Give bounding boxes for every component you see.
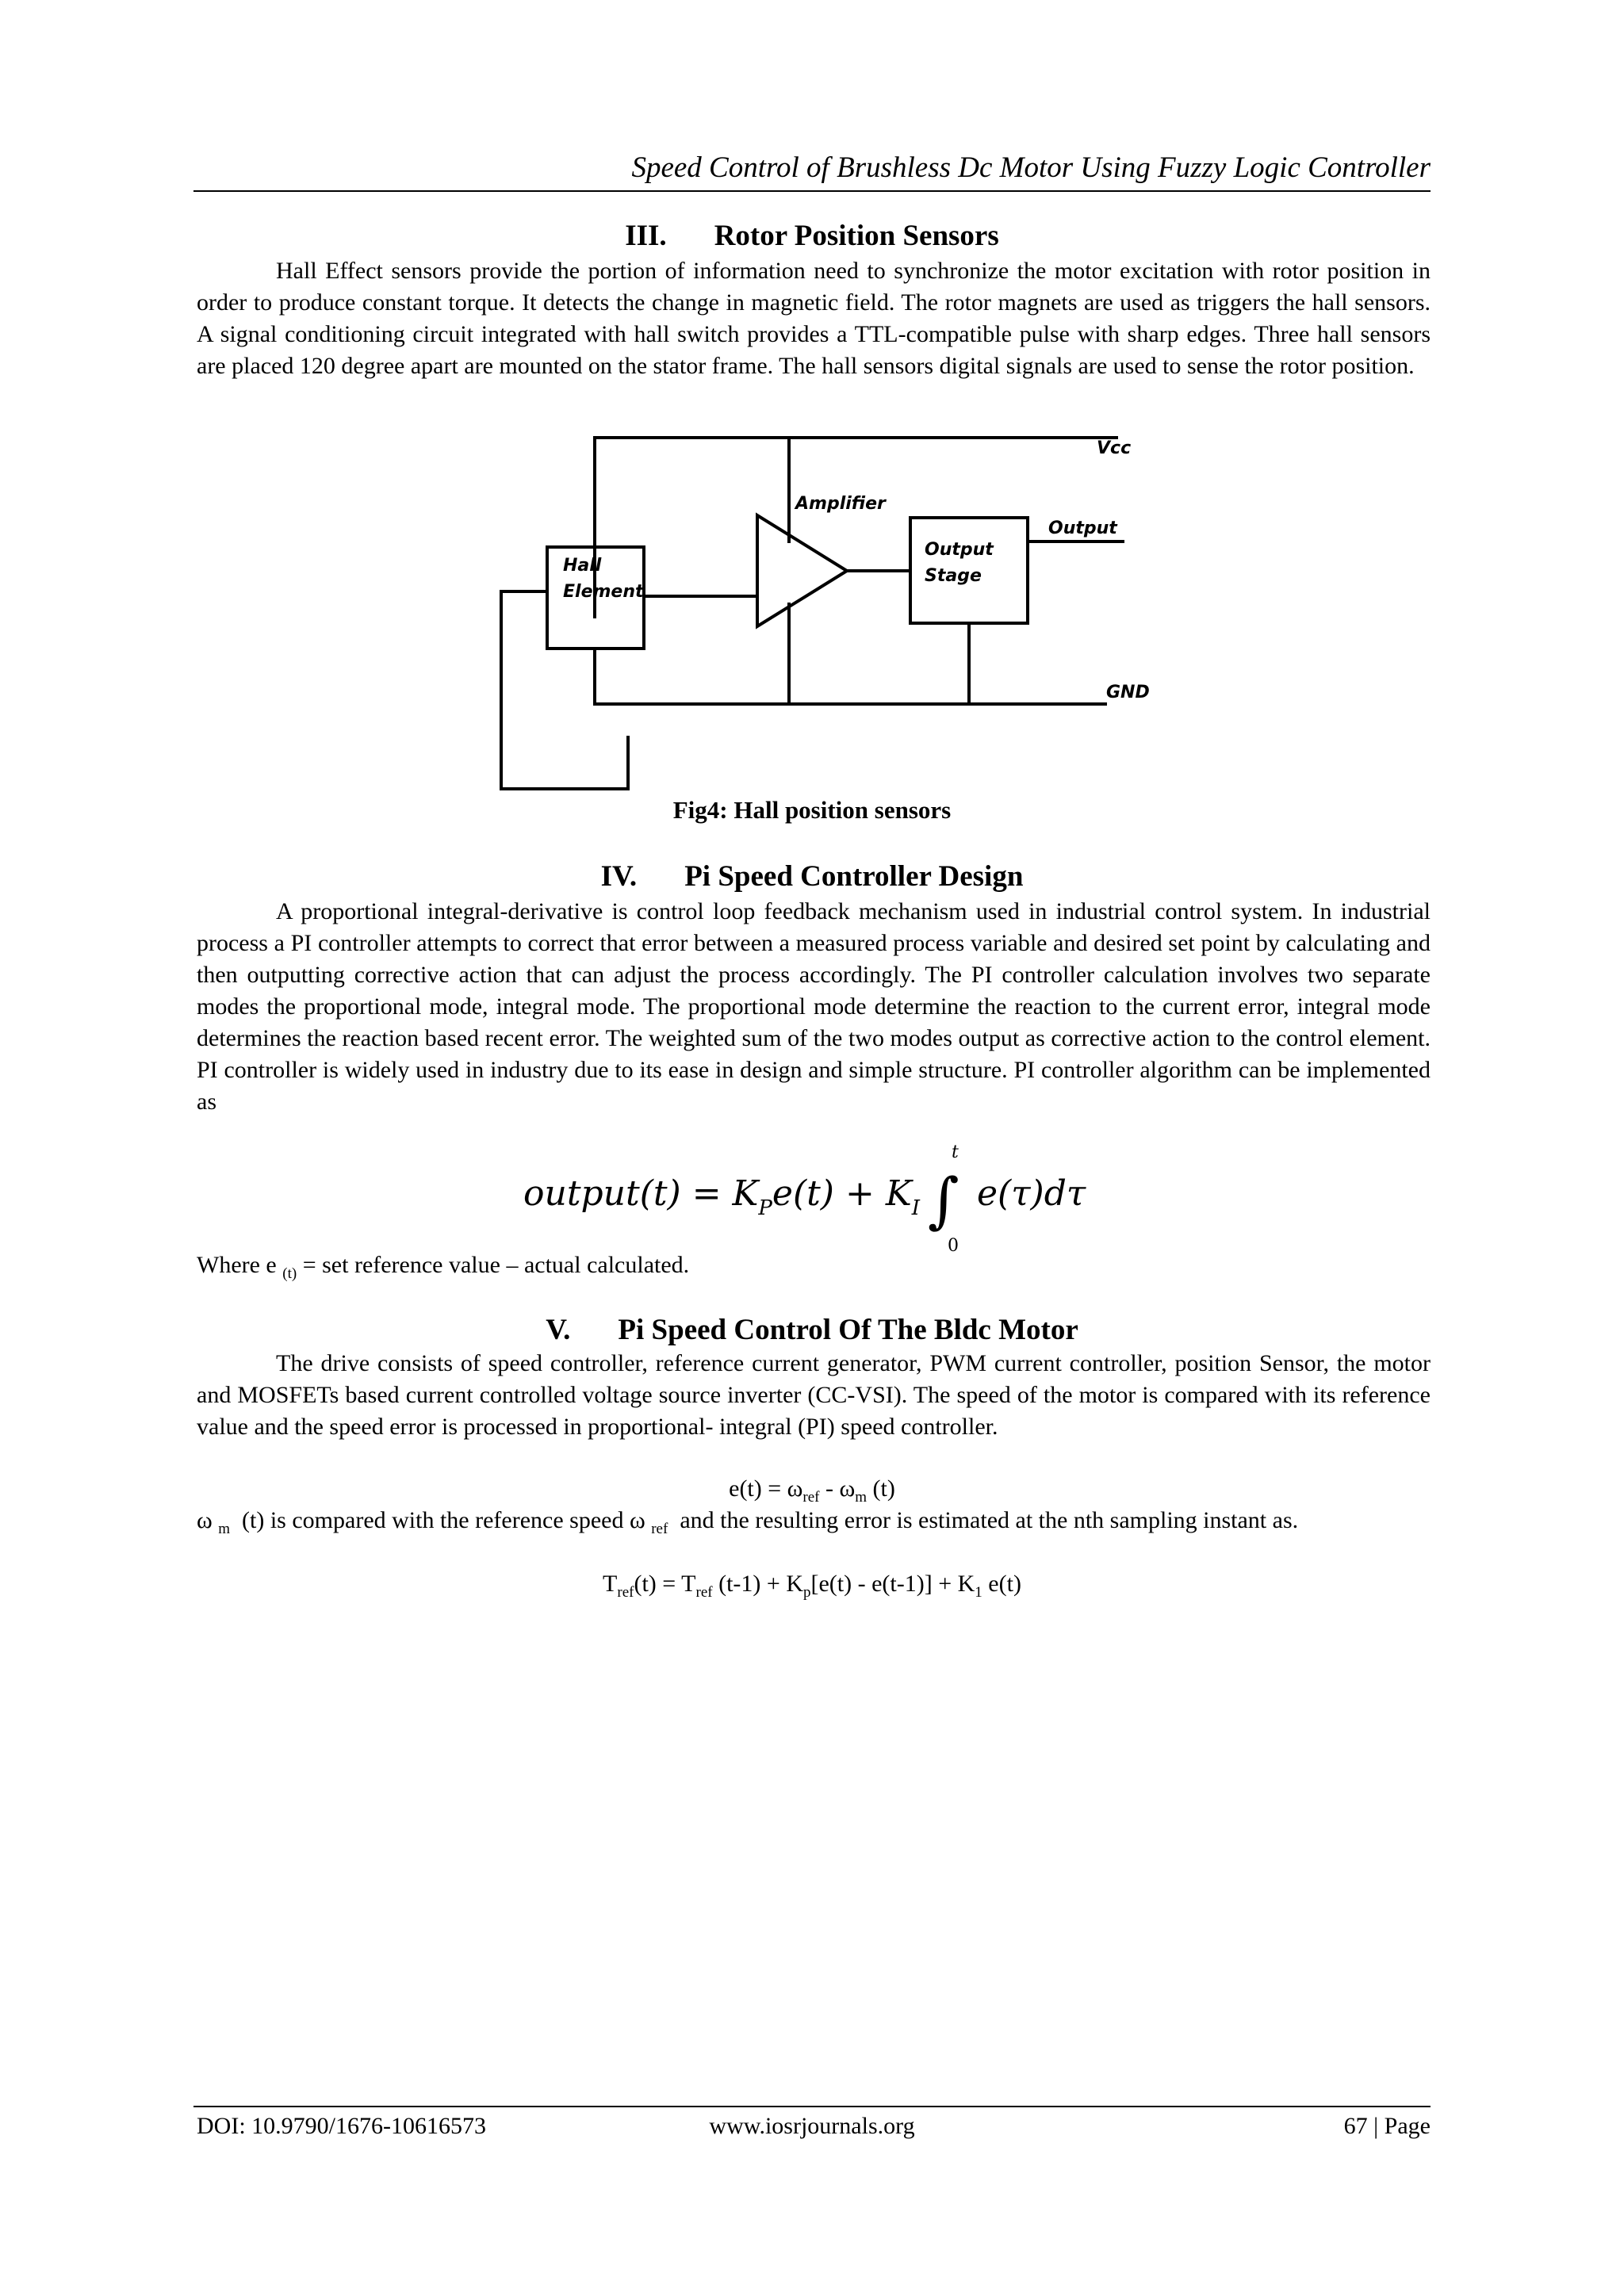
- amplifier-label: Amplifier: [795, 494, 886, 514]
- paragraph-rotor-sensors: Hall Effect sensors provide the portion of information need to synchronize the motor excitation with rotor position in order to produce constant torque. It detects the change in magnetic field. The rotor magnets are used as triggers the hall sensors. A signal conditioning circuit integrated with hall switch provides a TTL-compatible pulse with sharp edges. Three hall sensors are placed 120 degree apart are mounted on the stator frame. The hall sensors digital signals are used to sense the rotor position.: [197, 258, 1431, 379]
- section-heading-iv: [193, 859, 1431, 894]
- section-number: IV.: [600, 860, 638, 893]
- output-stage-label-1: Output: [925, 540, 994, 560]
- section-heading-v: [193, 1313, 1431, 1348]
- integral-sign: ∫: [928, 1165, 959, 1235]
- where-prefix: Where e: [197, 1252, 277, 1278]
- formula-ki-sub: I: [911, 1196, 920, 1220]
- feedback-loop-wire: [501, 591, 628, 789]
- formula-kp-sub: P: [758, 1196, 772, 1220]
- hall-label-2: Element: [563, 582, 644, 602]
- vcc-label: Vcc: [1097, 438, 1132, 458]
- formula-lhs: output(t) = K: [523, 1173, 759, 1214]
- vcc-wire: [595, 438, 1118, 618]
- upper-limit: t: [952, 1142, 959, 1162]
- amplifier-triangle: [757, 515, 847, 626]
- torque-equation: $T_{ref}(t) = T_{ref}$ $(t-1) + K_p[e(t) - e(t-1)] + K_1$ e(t): [603, 1571, 1021, 1601]
- section-title: Pi Speed Control Of The Bldc Motor: [618, 1314, 1078, 1346]
- where-line: [197, 1249, 1431, 1281]
- lower-limit: 0: [948, 1236, 959, 1253]
- section-heading-iii: [193, 219, 1431, 254]
- running-title: Speed Control of Brushless Dc Motor Using Fuzzy Logic Controller: [631, 151, 1431, 184]
- output-stage-label-2: Stage: [925, 566, 982, 586]
- section-title: Rotor Position Sensors: [714, 220, 999, 252]
- section-number: V.: [546, 1314, 571, 1346]
- hall-label-1: Hall: [563, 556, 602, 576]
- comparison-text: ω $_m$ (t) is compared with the reference speed ω $_{ref}$ and the resulting error is estimated at the nth sampling instant as.: [197, 1507, 1299, 1537]
- svg-text:output(t) = KPe(t) + KI: [523, 1173, 921, 1220]
- pi-formula: [523, 1142, 1126, 1253]
- where-sub: (t): [282, 1265, 297, 1282]
- where-suffix: = set reference value – actual calculated.: [302, 1252, 690, 1278]
- formula-term1: e(t) + K: [772, 1173, 912, 1214]
- hall-sensor-diagram: [444, 428, 1158, 801]
- footer-website: www.iosrjournals.org: [709, 2113, 915, 2139]
- section-title: Pi Speed Controller Design: [684, 860, 1024, 893]
- footer-page-number: 67 | Page: [1343, 2113, 1431, 2139]
- paragraph-bldc-control: The drive consists of speed controller, reference current generator, PWM current controller, position Sensor, the motor and MOSFETs based current controlled voltage source inverter (CC-VSI). The speed of the motor is compared with its reference value and the speed error is processed in proportional- integral (PI) speed controller.: [197, 1350, 1431, 1440]
- footer-doi: DOI: 10.9790/1676-10616573: [197, 2113, 486, 2139]
- header-rule: [193, 190, 1431, 192]
- figure-caption: Fig4: Hall position sensors: [672, 796, 952, 824]
- paragraph-pi-design: A proportional integral-derivative is control loop feedback mechanism used in industrial control system. In industrial process a PI controller attempts to correct that error between a measured process variable and desired set point by calculating and then outputting corrective action that can adjust the process accordingly. The PI controller calculation involves two separate modes the proportional mode, integral mode. The proportional mode determine the reaction to the current error, integral mode determines the reaction based recent error. The weighted sum of the two modes output as corrective action to the control element. PI controller is widely used in industry due to its ease in design and simple structure. PI controller algorithm can be implemented as: [197, 898, 1431, 1115]
- output-label: Output: [1048, 519, 1117, 538]
- error-equation: $e(t) = \omega_{ref} - \omega_m$ (t): [729, 1475, 895, 1506]
- section-number: III.: [625, 220, 667, 252]
- footer-rule: [193, 2106, 1431, 2107]
- hall-gnd-wire: [595, 649, 1107, 704]
- gnd-label: GND: [1106, 683, 1150, 702]
- integrand: e(τ)dτ: [977, 1173, 1086, 1214]
